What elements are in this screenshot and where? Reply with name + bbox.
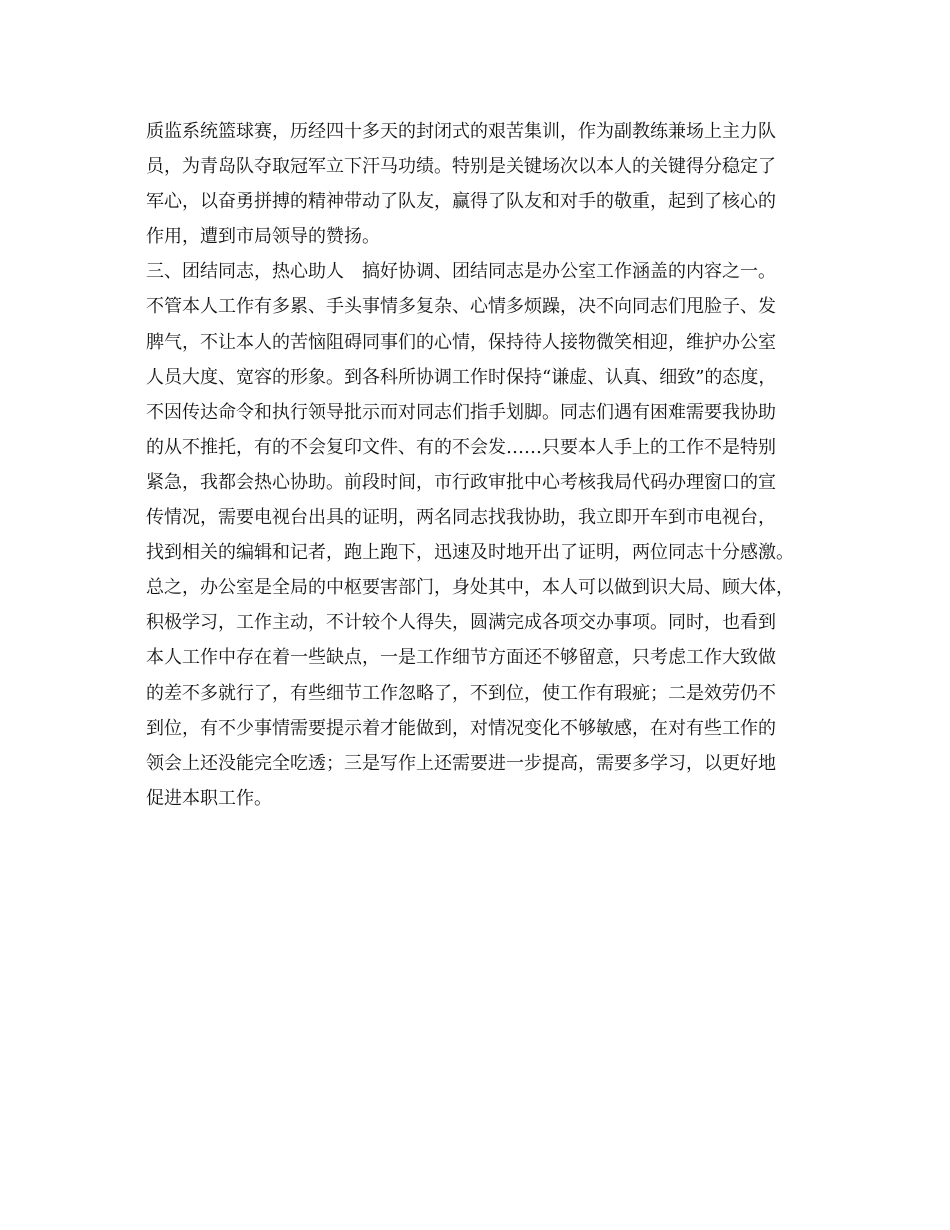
text-line: 领会上还没能完全吃透；三是写作上还需要进一步提高，需要多学习，以更好地	[146, 752, 776, 774]
text-line: 本人工作中存在着一些缺点，一是工作细节方面还不够留意，只考虑工作大致做	[146, 647, 776, 669]
text-line: 人员大度、宽容的形象。到各科所协调工作时保持“谦虚、认真、细致”的态度，	[146, 366, 777, 388]
text-line: 脾气，不让本人的苦恼阻碍同事们的心情，保持待人接物微笑相迎，维护办公室	[146, 331, 776, 353]
text-line: 不因传达命令和执行领导批示而对同志们指手划脚。同志们遇有困难需要我协助	[146, 401, 776, 423]
text-line: 员，为青岛队夺取冠军立下汗马功绩。特别是关键场次以本人的关键得分稳定了	[146, 156, 776, 178]
text-line: 传情况，需要电视台出具的证明，两名同志找我协助，我立即开车到市电视台，	[146, 507, 776, 529]
text-line: 不管本人工作有多累、手头事情多复杂、心情多烦躁，决不向同志们甩脸子、发	[146, 296, 776, 318]
text-line: 到位，有不少事情需要提示着才能做到，对情况变化不够敏感，在对有些工作的	[146, 717, 776, 739]
text-line: 军心，以奋勇拼搏的精神带动了队友，赢得了队友和对手的敬重，起到了核心的	[146, 191, 776, 213]
text-line: 促进本职工作。	[146, 787, 272, 809]
text-line: 总之，办公室是全局的中枢要害部门，身处其中，本人可以做到识大局、顾大体，	[146, 577, 794, 599]
text-line: 作用，遭到市局领导的赞扬。	[146, 226, 380, 248]
document-body	[146, 114, 826, 816]
text-line: 的从不推托，有的不会复印文件、有的不会发……只要本人手上的工作不是特别	[146, 436, 776, 458]
text-line: 的差不多就行了，有些细节工作忽略了，不到位，使工作有瑕疵；二是效劳仍不	[146, 682, 776, 704]
text-line: 积极学习，工作主动，不计较个人得失，圆满完成各项交办事项。同时，也看到	[146, 612, 776, 634]
section-heading-line: 三、团结同志，热心助人 搞好协调、团结同志是办公室工作涵盖的内容之一。	[146, 261, 776, 283]
text-line: 紧急，我都会热心协助。前段时间，市行政审批中心考核我局代码办理窗口的宣	[146, 471, 776, 493]
text-line: 找到相关的编辑和记者，跑上跑下，迅速及时地开出了证明，两位同志十分感激。	[146, 542, 794, 564]
text-line: 质监系统篮球赛，历经四十多天的封闭式的艰苦集训，作为副教练兼场上主力队	[146, 121, 776, 142]
